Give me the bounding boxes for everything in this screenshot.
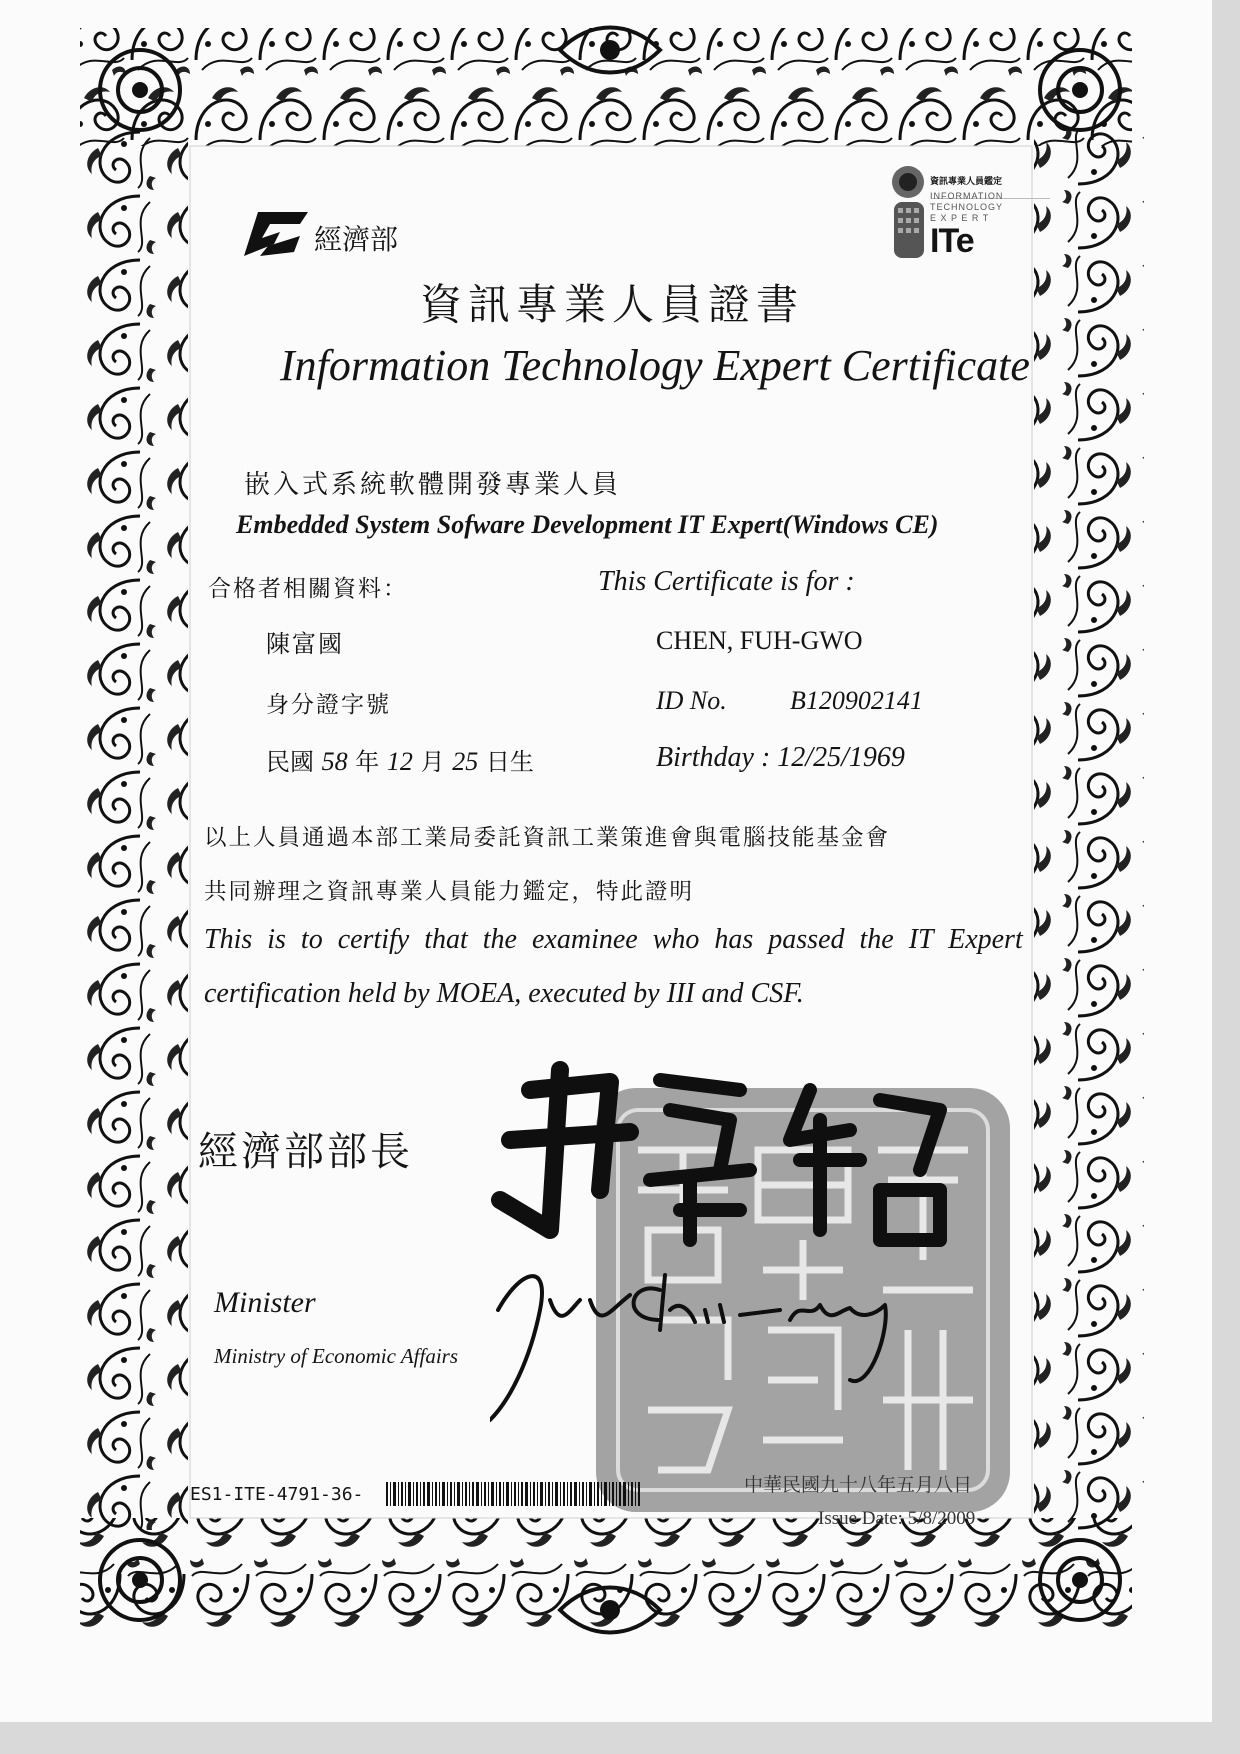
title-en: Information Technology Expert Certificate	[280, 341, 1030, 390]
holder-name-en: CHEN, FUH-GWO	[656, 626, 863, 655]
ite-logo-line2: TECHNOLOGY	[930, 202, 1004, 212]
signatory-org-en: Ministry of Economic Affairs	[214, 1344, 459, 1368]
issue-date-en: Issue Date: 5/8/2009	[818, 1508, 976, 1529]
signatory-title-en: Minister	[214, 1286, 316, 1319]
birth-day: 25	[452, 747, 479, 776]
ite-logo-zh: 資訊專業人員鑑定	[930, 177, 1003, 187]
ite-logo-line1: INFORMATION	[930, 191, 1004, 201]
signatory-title-zh: 經濟部部長	[198, 1129, 413, 1175]
id-value: B120902141	[790, 686, 923, 715]
moea-logo-text: 經濟部	[314, 223, 399, 256]
statement-en-line1: This is to certify that the examinee who has passed the IT Expert	[204, 924, 1023, 955]
birth-month: 12	[386, 747, 413, 776]
birthday-en: Birthday : 12/25/1969	[656, 742, 905, 773]
statement-en-line2: certification held by MOEA, executed by III and CSF.	[204, 978, 804, 1009]
specialty-zh: 嵌入式系統軟體開發專業人員	[244, 470, 622, 500]
serial-number: ES1-ITE-4791-36-	[190, 1484, 364, 1505]
birth-year: 58	[321, 747, 348, 776]
year-char: 年	[355, 748, 380, 776]
holder-label-zh: 合格者相關資料：	[208, 576, 408, 602]
issue-date-zh: 中華民國九十八年五月八日	[744, 1474, 973, 1496]
birth-zh	[266, 742, 534, 777]
month-char: 月	[420, 748, 445, 776]
birth-prefix: 民國	[266, 748, 314, 776]
ite-logo-line3: E X P E R T	[930, 213, 990, 223]
specialty-en: Embedded System Sofware Development IT Expert(Windows CE)	[236, 510, 939, 539]
moea-logo-icon	[240, 208, 310, 260]
handwritten-signature	[490, 1060, 960, 1440]
holder-name-zh: 陳富國	[266, 630, 344, 658]
title-zh: 資訊專業人員證書	[420, 280, 805, 329]
statement-zh-line1: 以上人員通過本部工業局委託資訊工業策進會與電腦技能基金會	[204, 825, 891, 851]
statement-zh-line2: 共同辦理之資訊專業人員能力鑑定，特此證明	[204, 879, 695, 905]
ite-logo-mark: ITe	[930, 222, 974, 260]
id-label-zh: 身分證字號	[266, 692, 391, 718]
day-suffix: 日生	[485, 748, 534, 776]
id-label-en: ID No.	[656, 686, 727, 715]
barcode-icon	[386, 1482, 640, 1506]
holder-label-en: This Certificate is for :	[598, 566, 855, 597]
